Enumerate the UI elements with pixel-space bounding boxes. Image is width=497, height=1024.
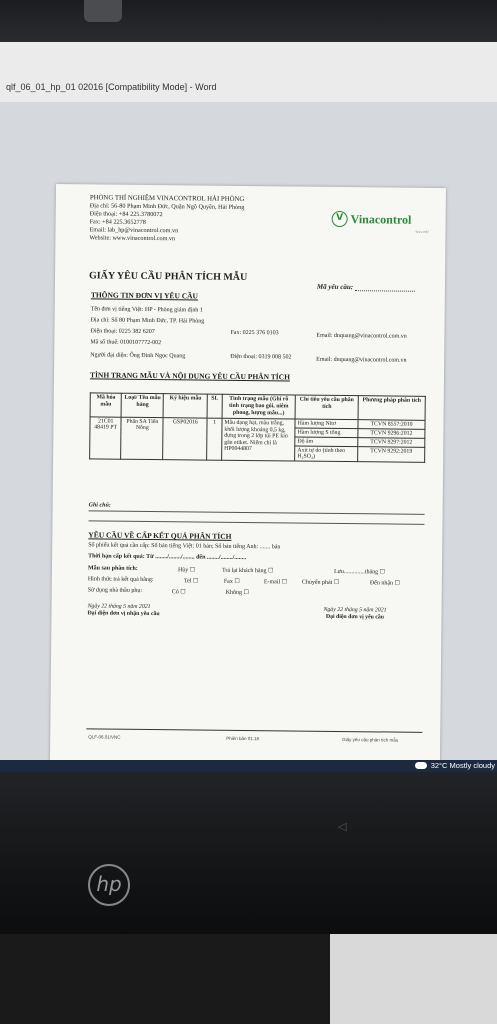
signature-requester-role: Đại diện đơn vị yêu cầu: [325, 613, 385, 621]
subcontractor-option-yes[interactable]: Có ☐: [171, 589, 186, 596]
results-heading: YÊU CẦU VỀ CẤP KẾT QUẢ PHÂN TÍCH: [88, 530, 232, 541]
signature-requester: [323, 607, 386, 622]
column-header: Loại/ Tên mẫu hàng: [121, 393, 163, 417]
signature-receiver-role: Đại diện đơn vị nhận yêu cầu: [87, 610, 160, 618]
requester-fax: Fax: 0225 376 0103: [230, 329, 279, 337]
column-header: Chỉ tiêu yêu cầu phân tích: [295, 395, 358, 420]
footer-version: Phiên bản 01.18: [226, 735, 260, 742]
table-header-row: [90, 393, 425, 421]
touch-icon: ◁: [338, 820, 347, 833]
test-name: Hàm lượng Nitơ: [295, 419, 358, 429]
subcontractor-option-no[interactable]: Không ☐: [225, 589, 249, 597]
signature-receiver: [87, 603, 159, 618]
requester-heading: THÔNG TIN ĐƠN VỊ YÊU CẦU: [90, 290, 199, 301]
test-name: Hàm lượng S tổng: [295, 428, 358, 438]
samples-heading: TÌNH TRẠNG MẪU VÀ NỘI DUNG YÊU CẦU PHÂN TÍCH: [89, 370, 290, 382]
notes-line[interactable]: [88, 520, 424, 525]
vinacontrol-logo: [332, 211, 412, 228]
document-page[interactable]: [50, 184, 446, 760]
delivery-option-fax[interactable]: Fax ☐: [223, 578, 240, 585]
document-area[interactable]: [0, 102, 497, 760]
lab-name: PHÒNG THÍ NGHIỆM VINACONTROL HẢI PHÒNG: [89, 194, 245, 203]
samples-table: [89, 392, 426, 463]
column-header: SL: [207, 394, 222, 418]
weather-widget[interactable]: [415, 760, 495, 772]
lab-address: Địa chỉ: 56-80 Phạm Minh Đức, Quận Ngô Quyền, Hải Phòng: [89, 202, 245, 211]
delivery-method-label: Hình thức trả kết quả bằng:: [87, 576, 154, 584]
hp-logo: hp: [88, 864, 130, 906]
requester-name: Tên đơn vị tiếng Việt: HP - Phòng giám định 1: [90, 306, 203, 314]
after-option-destroy[interactable]: Hủy ☐: [177, 567, 196, 574]
notes-line[interactable]: [89, 510, 425, 515]
delivery-option-tel[interactable]: Tel ☐: [183, 578, 199, 585]
requester-address: Địa chỉ: Số 80 Phạm Minh Đức, TP. Hải Phòng: [90, 317, 205, 325]
test-method: TCVN 9296:2012: [358, 429, 425, 439]
requester-email: Email: dnquang@vinacontrol.com.vn: [316, 332, 407, 340]
lab-email: Email: lab_hp@vinacontrol.com.vn: [89, 226, 179, 235]
logo-mark-icon: V: [332, 211, 348, 227]
test-method: TCVN 8557:2010: [358, 420, 425, 430]
lab-phone: Điện thoại: +84 225.3780072: [89, 210, 163, 219]
lab-website: Website: www.vinacontrol.com.vn: [89, 234, 176, 243]
results-deadline: Thời hạn cấp kết quả: Từ ......../......../........ đến ......../......../........: [88, 553, 247, 562]
weather-text: 32°C Mostly cloudy: [430, 761, 495, 770]
test-name: Độ ẩm: [295, 437, 358, 447]
signature-receiver-date: Ngày 22 tháng 5 năm 2021: [87, 603, 151, 611]
after-analysis-label: Mẫu sau phân tích:: [87, 565, 138, 572]
lab-info: [89, 194, 244, 244]
logo-subtitle: Since 1957: [415, 229, 429, 234]
monitor-top-bezel: [0, 0, 497, 42]
taskbar: [0, 760, 497, 772]
webcam: [84, 0, 122, 22]
monitor-bottom-bezel: [0, 772, 497, 934]
footer-code: QLF-06.01/VNC: [88, 734, 121, 740]
column-header: Phương pháp phân tích: [358, 396, 425, 421]
sample-code: 21C01 48419 PT: [90, 417, 122, 459]
word-title-bar: [0, 42, 497, 102]
requester-rep-phone: Điện thoại: 0319 008 502: [230, 353, 292, 361]
column-header: Mã hóa mẫu: [90, 393, 122, 417]
delivery-option-email[interactable]: E-mail ☐: [263, 579, 288, 586]
sample-quantity: 1: [207, 418, 222, 460]
lab-fax: Fax: +84 225.3652778: [89, 218, 146, 226]
test-method: TCVN 9297:2012: [358, 438, 425, 448]
footer-doc-name: Giấy yêu cầu phân tích mẫu: [342, 737, 399, 743]
window-title: qlf_06_01_hp_01 02016 [Compatibility Mode] - Word: [6, 82, 217, 92]
monitor-screen: [0, 42, 497, 760]
column-header: Tình trạng mẫu (Ghi rõ tình trạng bao gói, niêm phong, lượng mẫu...): [222, 394, 296, 419]
delivery-option-courier[interactable]: Chuyển phát ☐: [301, 579, 340, 586]
subcontractor-label: Sử dụng nhà thầu phụ:: [87, 587, 143, 594]
sample-condition: Mẫu dạng hạt, màu trắng, khối lượng khoảng 0,5 kg, đựng trong 2 lớp túi PE kín gắn etiket. Niêm chì là HP0044807: [222, 418, 296, 461]
desk-surface: [0, 934, 497, 1024]
requester-phone: Điện thoại: 0225 382 6207: [90, 328, 155, 336]
column-header: Ký hiệu mẫu: [163, 394, 207, 418]
requester-rep: Người đại diện: Ông Đinh Ngọc Quang: [90, 352, 186, 360]
after-option-store[interactable]: Lưu..............tháng ☐: [333, 568, 386, 576]
test-name: Axit tự do (tính theo H₂SO₄): [295, 446, 358, 462]
after-option-return[interactable]: Trả lại khách hàng ☐: [221, 567, 274, 575]
delivery-option-pickup[interactable]: Đến nhận ☐: [369, 580, 400, 587]
notes-label: Ghi chú:: [88, 502, 111, 509]
request-code-field[interactable]: [355, 290, 415, 292]
requester-rep-email: Email: dnquang@vinacontrol.com.vn: [316, 356, 407, 364]
sample-type: Phân SA Tiến Nông: [121, 417, 163, 459]
form-title: GIẤY YÊU CẦU PHÂN TÍCH MẪU: [88, 270, 248, 284]
test-method: TCVN 9292:2019: [358, 447, 425, 463]
results-copies: Số phiếu kết quả cần cấp: Số bản tiếng Việt: 01 bản; Số bản tiếng Anh: ....... bản: [88, 542, 281, 551]
cloud-icon: [415, 762, 427, 769]
logo-text: Vinacontrol: [350, 211, 412, 227]
footer-divider: [86, 728, 422, 733]
signature-requester-date: Ngày 22 tháng 5 năm 2021: [323, 606, 387, 614]
sample-mark: GSP02016: [163, 418, 207, 460]
requester-tax: Mã số thuế: 0100107772-002: [90, 339, 162, 347]
desk-light-area: [330, 934, 497, 1024]
request-code-label: Mã yêu cầu:: [316, 282, 354, 292]
